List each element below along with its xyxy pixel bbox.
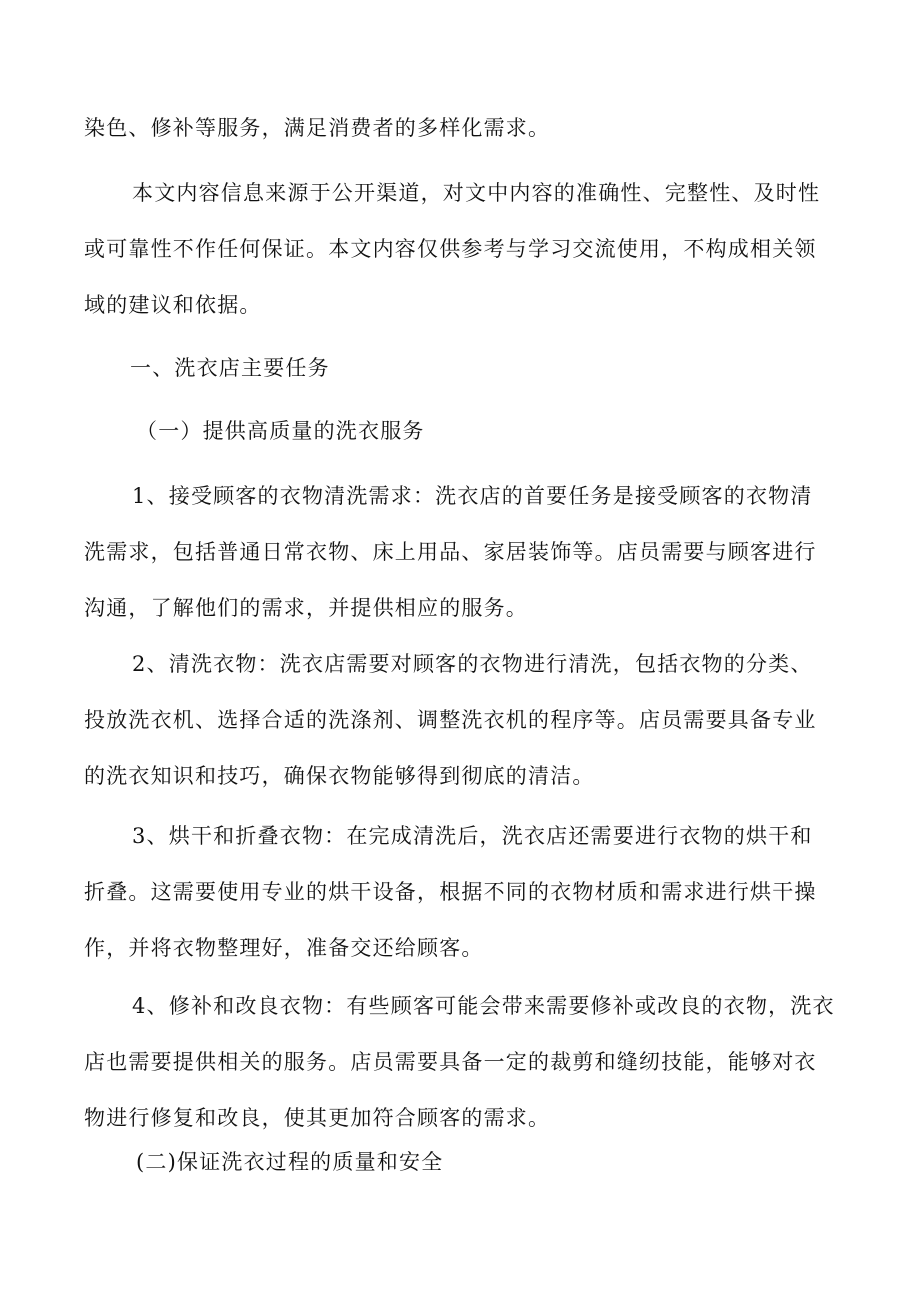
item-4-paragraph (84, 978, 844, 1146)
paragraph-line: 作，并将衣物整理好，准备交还给顾客。 (84, 936, 484, 960)
paragraph-line: 或可靠性不作任何保证。本文内容仅供参考与学习交流使用，不构成相关领 (84, 237, 817, 261)
section-heading: 一、洗衣店主要任务 (130, 356, 330, 380)
paragraph-line: 投放洗衣机、选择合适的洗涤剂、调整洗衣机的程序等。店员需要具备专业 (84, 708, 817, 732)
subsection-heading: （一）提供高质量的洗衣服务 (136, 419, 425, 443)
paragraph-line: 洗需求，包括普通日常衣物、床上用品、家居装饰等。店员需要与顾客进行 (84, 540, 817, 564)
paragraph-line: 物进行修复和改良，使其更加符合顾客的需求。 (84, 1106, 551, 1130)
paragraph-line: 折叠。这需要使用专业的烘干设备，根据不同的衣物材质和需求进行烘干操 (84, 880, 817, 904)
paragraph-line: 的洗衣知识和技巧，确保衣物能够得到彻底的清洁。 (84, 764, 595, 788)
item-2-paragraph (84, 636, 844, 804)
paragraph-line: 本文内容信息来源于公开渠道，对文中内容的准确性、完整性、及时性 (132, 181, 821, 205)
paragraph-line: 店也需要提供相关的服务。店员需要具备一定的裁剪和缝纫技能，能够对衣 (84, 1050, 817, 1074)
paragraph-line: 域的建议和依据。 (84, 293, 262, 317)
paragraph-line: 染色、修补等服务，满足消费者的多样化需求。 (84, 116, 551, 140)
paragraph-line: 1、接受顾客的衣物清洗需求：洗衣店的首要任务是接受顾客的衣物清 (132, 484, 813, 508)
disclaimer-paragraph (84, 165, 844, 333)
paragraph-line: 4、修补和改良衣物：有些顾客可能会带来需要修补或改良的衣物，洗衣 (132, 994, 835, 1018)
item-3-paragraph (84, 808, 844, 976)
paragraph-line: 沟通，了解他们的需求，并提供相应的服务。 (84, 596, 528, 620)
paragraph-line: 3、烘干和折叠衣物：在完成清洗后，洗衣店还需要进行衣物的烘干和 (132, 824, 813, 848)
paragraph-line: 2、清洗衣物：洗衣店需要对顾客的衣物进行清洗，包括衣物的分类、 (132, 652, 813, 676)
subsection-heading: (二)保证洗衣过程的质量和安全 (136, 1150, 444, 1174)
continuation-paragraph (84, 100, 844, 156)
item-1-paragraph (84, 468, 844, 636)
